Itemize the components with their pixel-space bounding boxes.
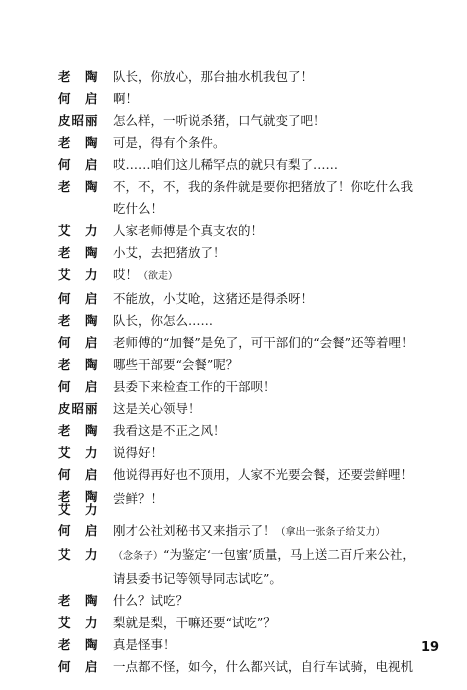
dialogue-text: 真是怪事！ (113, 637, 176, 652)
speaker-name: 艾 力 (58, 223, 99, 238)
speaker-names-group (58, 488, 113, 516)
dialogue-line (58, 332, 438, 354)
dialogue-text: 小艾，去把猪放了！ (113, 245, 226, 260)
dialogue-text: 他说得再好也不顶用，人家不光要会餐，还要尝鲜哩！ (113, 467, 414, 482)
dialogue-line (58, 612, 438, 634)
speaker-name: 何 启 (58, 659, 99, 674)
dialogue-line (58, 520, 438, 544)
speaker-name: 何 启 (58, 379, 99, 394)
dialogue-text: 不能放，小艾呛，这猪还是得杀呀！ (113, 291, 314, 306)
dialogue-lines (58, 66, 438, 678)
speaker-name: 老 陶 (58, 135, 99, 150)
dialogue-line-continuation (58, 568, 438, 590)
speaker-name: 皮昭丽 (58, 401, 99, 416)
dialogue-line (58, 354, 438, 376)
dialogue-text: “为鉴定‘一包蜜’质量，马上送二百斤来公社， (163, 547, 415, 562)
dialogue-line (58, 220, 438, 242)
dialogue-line (58, 88, 438, 110)
dialogue-line (58, 442, 438, 464)
speaker-name: 何 启 (58, 335, 99, 350)
dialogue-line (58, 590, 438, 612)
dialogue-text: 队长，你放心，那台抽水机我包了！ (113, 69, 314, 84)
dialogue-line (58, 132, 438, 154)
speaker-name: 老 陶 (58, 593, 99, 608)
dialogue-text: 哎！ (113, 267, 139, 282)
speaker-name: 艾 力 (58, 445, 99, 460)
dialogue-text-wrapper (113, 520, 438, 544)
page-number: 19 (421, 640, 440, 655)
dialogue-line (58, 110, 438, 132)
dialogue-text: 县委下来检查工作的干部呗！ (113, 379, 276, 394)
dialogue-line (58, 464, 438, 486)
speaker-name: 何 启 (58, 291, 99, 306)
dialogue-line (58, 66, 438, 88)
dialogue-text: 梨就是梨，干嘛还要“试吃”？ (113, 615, 276, 630)
stage-direction: （念条子） (113, 551, 163, 562)
speaker-name: 老 陶 (58, 245, 99, 260)
speaker-name: 老 陶 (58, 313, 99, 328)
speaker-name: 艾 力 (58, 615, 99, 630)
dialogue-text: 啊！ (113, 91, 139, 106)
speaker-name: 何 启 (58, 523, 99, 538)
dialogue-text: 可是，得有个条件。 (113, 135, 226, 150)
stage-direction: （欲走） (138, 271, 179, 282)
dialogue-line (58, 488, 438, 516)
dialogue-line (58, 242, 438, 264)
dialogue-text: 哎……咱们这儿稀罕点的就只有梨了…… (113, 157, 339, 172)
speaker-name: 艾 力 (58, 502, 99, 517)
stage-direction: （拿出一张条子给艾力） (275, 527, 386, 538)
dialogue-text: 一点都不怪，如今，什么都兴试，自行车试骑，电视机 (113, 659, 414, 674)
dialogue-line (58, 154, 438, 176)
dialogue-line (58, 420, 438, 442)
dialogue-line (58, 398, 438, 420)
speaker-name: 艾 力 (58, 547, 99, 562)
dialogue-text: 不，不，不，我的条件就是要你把猪放了！你吃什么我 (113, 179, 414, 194)
dialogue-line (58, 544, 438, 568)
speaker-name: 老 陶 (58, 423, 99, 438)
speaker-name: 何 启 (58, 157, 99, 172)
dialogue-line-continuation (58, 198, 438, 220)
dialogue-text: 我看这是不正之风！ (113, 423, 226, 438)
dialogue-text: 队长，你怎么…… (113, 313, 214, 328)
speaker-name: 老 陶 (58, 357, 99, 372)
speaker-name: 艾 力 (58, 267, 99, 282)
dialogue-line (58, 310, 438, 332)
dialogue-line (58, 634, 438, 656)
dialogue-line (58, 288, 438, 310)
speaker-name: 老 陶 (58, 179, 99, 194)
speaker-name: 皮昭丽 (58, 113, 99, 128)
dialogue-text: 这是关心领导！ (113, 401, 201, 416)
dialogue-text: 老师傅的“加餐”是免了，可干部们的“会餐”还等着哩！ (113, 335, 414, 350)
dialogue-line (58, 656, 438, 678)
speaker-name: 何 启 (58, 467, 99, 482)
dialogue-text: 请县委书记等领导同志试吃”。 (113, 571, 282, 586)
dialogue-text: 什么？试吃？ (113, 593, 189, 608)
speaker-name: 老 陶 (58, 489, 99, 504)
dialogue-text: 吃什么！ (113, 201, 164, 216)
dialogue-text: 哪些干部要“会餐”呢？ (113, 357, 239, 372)
speaker-name: 老 陶 (58, 69, 99, 84)
speaker-name: 老 陶 (58, 637, 99, 652)
dialogue-text: 说得好！ (113, 445, 164, 460)
dialogue-line (58, 264, 438, 288)
dialogue-text: 尝鲜？！ (113, 491, 164, 506)
dialogue-line (58, 176, 438, 198)
dialogue-text: 人家老师傅是个真支农的！ (113, 223, 264, 238)
dialogue-text: 刚才公社刘秘书又来指示了！ (113, 523, 276, 538)
dialogue-line (58, 376, 438, 398)
speaker-name: 何 启 (58, 91, 99, 106)
dialogue-text-wrapper (113, 264, 438, 288)
dialogue-text-wrapper (113, 544, 438, 568)
dialogue-text: 怎么样，一听说杀猪，口气就变了吧！ (113, 113, 326, 128)
